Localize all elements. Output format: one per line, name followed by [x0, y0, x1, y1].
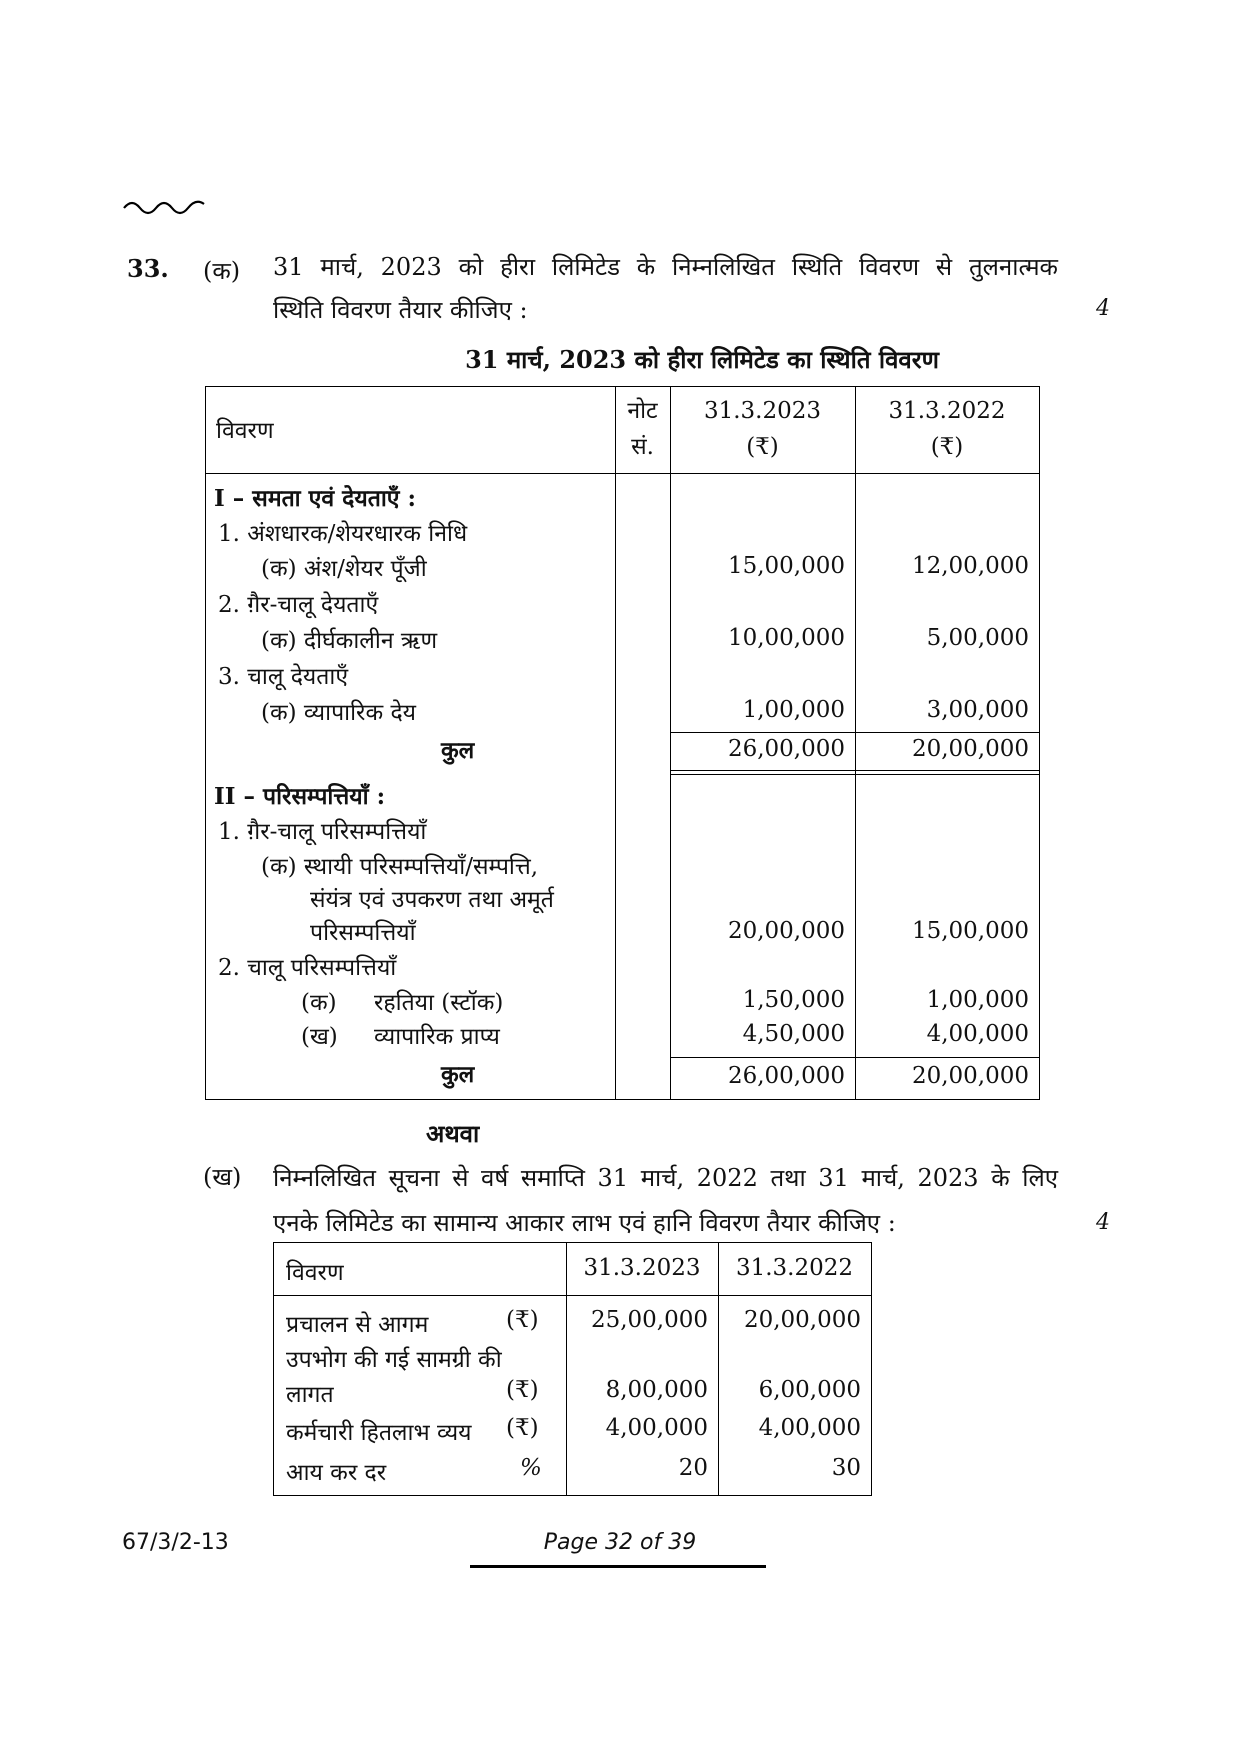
bs-total-2-2023: 26,00,000 — [727, 1063, 845, 1089]
or-text: अथवा — [426, 1119, 480, 1148]
bs-row-inventory: रहतिया (स्टॉक) — [374, 990, 504, 1016]
pl-value-revenue-2023: 25,00,000 — [590, 1307, 708, 1333]
pl-row-revenue: प्रचालन से आगम — [286, 1312, 429, 1338]
pl-value-revenue-2022: 20,00,000 — [743, 1307, 861, 1333]
question-b-text-line1: निम्नलिखित सूचना से वर्ष समाप्ति 31 मार्च, 2022 तथा 31 मार्च, 2023 के लिए — [273, 1164, 1058, 1192]
bs-row-share-capital: (क) अंश/शेयर पूँजी — [261, 556, 427, 582]
bs-row-fixed-assets-3: परिसम्पत्तियाँ — [310, 920, 416, 946]
bs-value-trade-payables-2023: 1,00,000 — [742, 697, 845, 723]
bs-value-long-term-borrowings-2022: 5,00,000 — [926, 625, 1029, 651]
bs-value-long-term-borrowings-2023: 10,00,000 — [727, 625, 845, 651]
bs-row-shareholders-funds: 1. अंशधारक/शेयरधारक निधि — [218, 521, 468, 547]
bs-value-share-capital-2023: 15,00,000 — [727, 553, 845, 579]
footer-underline — [470, 1565, 766, 1568]
bs-value-fixed-assets-2023: 20,00,000 — [727, 918, 845, 944]
bs-value-trade-receivables-2023: 4,50,000 — [742, 1021, 845, 1047]
bs-value-fixed-assets-2022: 15,00,000 — [911, 918, 1029, 944]
bs-row-trade-receivables: व्यापारिक प्राप्य — [374, 1024, 500, 1050]
pl-header-particulars: विवरण — [286, 1260, 344, 1286]
bs-row-non-current-assets: 1. ग़ैर-चालू परिसम्पत्तियाँ — [218, 819, 427, 845]
bs-value-inventory-2023: 1,50,000 — [742, 987, 845, 1013]
question-number: 33. — [127, 254, 169, 283]
question-part-b: (ख) — [203, 1163, 242, 1191]
bs-row-long-term-borrowings: (क) दीर्घकालीन ऋण — [261, 628, 438, 654]
pl-value-employee-benefit-2023: 4,00,000 — [605, 1415, 708, 1441]
pl-header-2022: 31.3.2022 — [735, 1255, 854, 1281]
bs-value-trade-receivables-2022: 4,00,000 — [926, 1021, 1029, 1047]
bs-value-inventory-2022: 1,00,000 — [926, 987, 1029, 1013]
bs-total-2-label: कुल — [441, 1061, 475, 1088]
bs-row-inventory-label: (क) — [301, 990, 337, 1016]
question-a-text-line1: 31 मार्च, 2023 को हीरा लिमिटेड के निम्नलिखित स्थिति विवरण से तुलनात्मक — [273, 253, 1058, 281]
marks-b: 4 — [1096, 1210, 1110, 1235]
pl-value-material-cost-2023: 8,00,000 — [605, 1377, 708, 1403]
bs-row-trade-receivables-label: (ख) — [301, 1024, 338, 1050]
bs-header-note-2: सं. — [631, 434, 654, 460]
question-a-text-line2: स्थिति विवरण तैयार कीजिए : — [273, 296, 528, 324]
bs-value-trade-payables-2022: 3,00,000 — [926, 697, 1029, 723]
pl-row-employee-benefit-unit: (₹) — [506, 1415, 539, 1441]
bs-section-equity-liabilities: I – समता एवं देयताएँ : — [214, 485, 417, 512]
bs-total-1-label: कुल — [441, 737, 475, 764]
bs-row-fixed-assets-1: (क) स्थायी परिसम्पत्तियाँ/सम्पत्ति, — [261, 854, 539, 880]
page-number: Page 32 of 39 — [543, 1530, 697, 1555]
question-b-text-line2: एनके लिमिटेड का सामान्य आकार लाभ एवं हानि विवरण तैयार कीजिए : — [273, 1209, 896, 1237]
bs-total-1-2023: 26,00,000 — [727, 736, 845, 762]
paper-code: 67/3/2-13 — [122, 1530, 229, 1555]
bs-header-2023: 31.3.2023 — [703, 398, 822, 424]
balance-sheet-title: 31 मार्च, 2023 को हीरा लिमिटेड का स्थिति विवरण — [465, 345, 939, 374]
wave-mark-icon — [122, 196, 212, 216]
pl-row-revenue-unit: (₹) — [506, 1307, 539, 1333]
pl-value-material-cost-2022: 6,00,000 — [758, 1377, 861, 1403]
bs-header-2023-unit: (₹) — [746, 434, 779, 460]
pl-header-2023: 31.3.2023 — [583, 1255, 701, 1281]
pl-value-employee-benefit-2022: 4,00,000 — [758, 1415, 861, 1441]
pl-row-tax-rate: आय कर दर — [286, 1460, 387, 1486]
bs-row-non-current-liabilities: 2. ग़ैर-चालू देयताएँ — [218, 592, 379, 618]
bs-value-share-capital-2022: 12,00,000 — [911, 553, 1029, 579]
balance-sheet-table — [205, 386, 1040, 1100]
question-part-a: (क) — [203, 257, 241, 285]
bs-row-current-assets: 2. चालू परिसम्पत्तियाँ — [218, 955, 397, 981]
pl-row-material-cost-unit: (₹) — [506, 1377, 539, 1403]
bs-header-note-1: नोट — [627, 398, 658, 424]
pl-row-employee-benefit: कर्मचारी हितलाभ व्यय — [286, 1420, 472, 1446]
bs-header-2022: 31.3.2022 — [888, 398, 1006, 424]
pl-value-tax-rate-2023: 20 — [678, 1455, 708, 1481]
bs-row-trade-payables: (क) व्यापारिक देय — [261, 700, 416, 726]
pl-row-tax-rate-unit: % — [520, 1455, 542, 1481]
bs-header-2022-unit: (₹) — [930, 434, 964, 460]
bs-header-particulars: विवरण — [216, 418, 274, 444]
bs-section-assets: II – परिसम्पत्तियाँ : — [214, 783, 386, 810]
pl-info-table — [273, 1242, 872, 1496]
bs-total-1-2022: 20,00,000 — [911, 736, 1029, 762]
pl-row-material-cost-2: लागत — [286, 1382, 334, 1408]
pl-row-material-cost-1: उपभोग की गई सामग्री की — [286, 1347, 502, 1373]
bs-row-current-liabilities: 3. चालू देयताएँ — [218, 664, 349, 690]
bs-row-fixed-assets-2: संयंत्र एवं उपकरण तथा अमूर्त — [310, 887, 554, 913]
bs-total-2-2022: 20,00,000 — [911, 1063, 1029, 1089]
marks-a: 4 — [1096, 296, 1110, 321]
pl-value-tax-rate-2022: 30 — [831, 1455, 861, 1481]
